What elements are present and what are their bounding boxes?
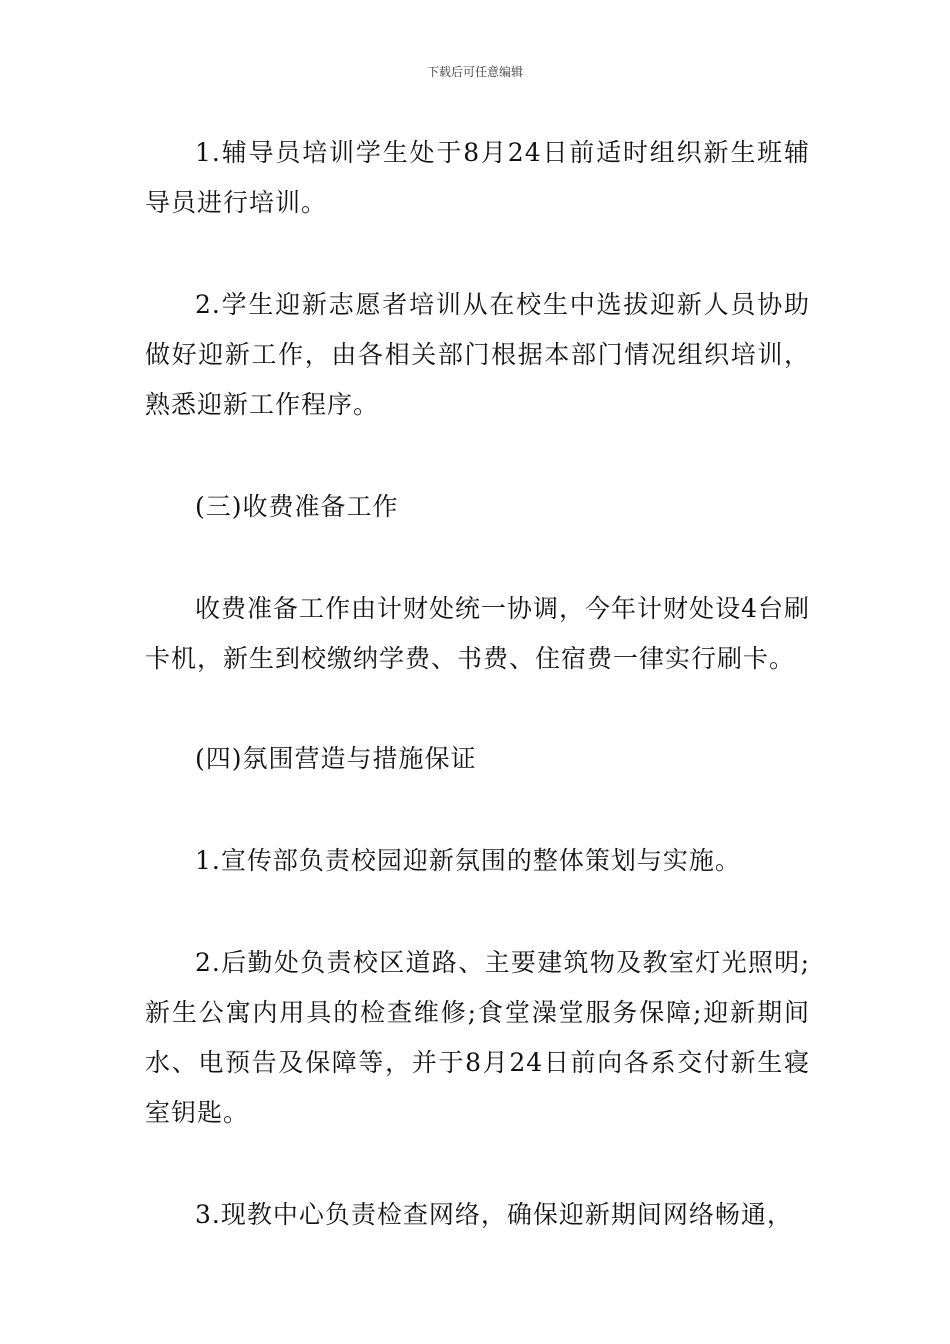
paragraph-counselor-training: 1.辅导员培训学生处于8月24日前适时组织新生班辅导员进行培训。 bbox=[145, 138, 810, 217]
section-heading-atmosphere: (四)氛围营造与措施保证 bbox=[195, 744, 477, 773]
paragraph-fee-preparation: 收费准备工作由计财处统一协调，今年计财处设4台刷卡机，新生到校缴纳学费、书费、住宿费一律实行刷卡。 bbox=[145, 594, 810, 673]
section-heading-fee-preparation: (三)收费准备工作 bbox=[195, 492, 399, 521]
paragraph-volunteer-training: 2.学生迎新志愿者培训从在校生中选拔迎新人员协助做好迎新工作，由各相关部门根据本部门情况组织培训，熟悉迎新工作程序。 bbox=[145, 290, 810, 419]
document-body bbox=[145, 128, 810, 1240]
page-header: 下载后可任意编辑 bbox=[426, 65, 523, 79]
paragraph-network: 3.现教中心负责检查网络，确保迎新期间网络畅通， bbox=[195, 1200, 793, 1229]
paragraph-publicity: 1.宣传部负责校园迎新氛围的整体策划与实施。 bbox=[195, 846, 741, 875]
paragraph-logistics: 2.后勤处负责校区道路、主要建筑物及教室灯光照明;新生公寓内用具的检查维修;食堂澡堂服务保障;迎新期间水、电预告及保障等，并于8月24日前向各系交付新生寝室钥匙。 bbox=[145, 948, 810, 1127]
